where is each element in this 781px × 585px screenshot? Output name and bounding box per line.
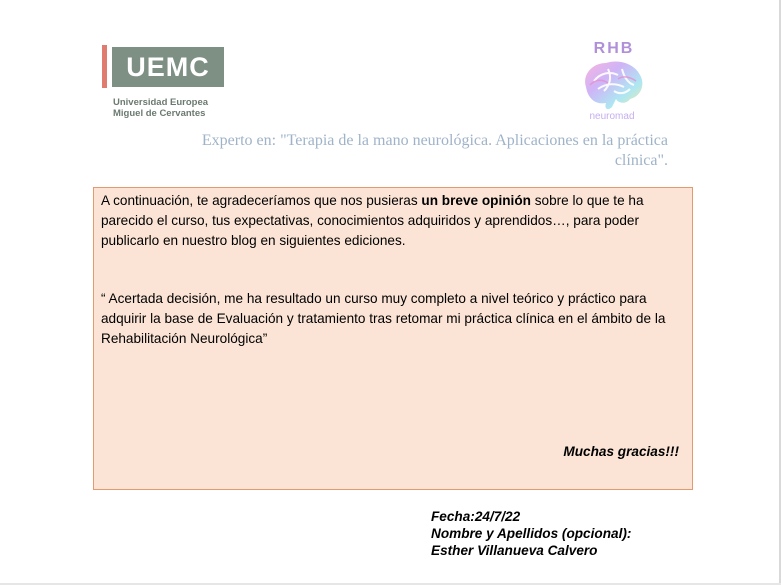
uemc-logo-subtitle xyxy=(113,97,233,119)
uemc-logo-mark: UEMC xyxy=(112,47,224,87)
signature-date: Fecha:24/7/22 xyxy=(431,509,521,524)
signature-block xyxy=(431,508,731,559)
uemc-subtitle-line2: Miguel de Cervantes xyxy=(113,108,206,119)
course-heading-line1: Experto en: "Terapia de la mano neurológica. Aplicaciones en la práctica xyxy=(201,132,668,149)
signature-name-value: Esther Villanueva Calvero xyxy=(431,543,598,558)
brain-icon xyxy=(578,57,646,115)
rhb-logo-mark: RHB xyxy=(593,40,635,57)
uemc-logo-accent-bar xyxy=(102,45,107,88)
course-heading xyxy=(150,131,668,171)
uemc-logo xyxy=(102,45,227,121)
uemc-subtitle-line1: Universidad Europea xyxy=(113,97,209,108)
thanks-text: Muchas gracias!!! xyxy=(563,444,679,459)
opinion-box xyxy=(93,187,693,490)
signature-name-label: Nombre y Apellidos (opcional): xyxy=(431,526,632,541)
rhb-logo-subtitle: neuromad xyxy=(589,111,635,122)
opinion-request-text xyxy=(101,191,687,251)
intro-text-start: A continuación, te agradeceríamos que nos pusieras xyxy=(101,193,422,208)
intro-text-bold: un breve opinión xyxy=(421,193,531,208)
intro-text-end: sobre lo que te ha parecido el curso, tus expectativas, conocimientos adquiridos y aprendidos…, para poder publicarlo en nuestro blog en siguientes ediciones. xyxy=(101,193,644,248)
course-heading-line2: clínica". xyxy=(614,152,668,169)
testimonial-text: “ Acertada decisión, me ha resultado un curso muy completo a nivel teórico y práctico para adquirir la base de Evaluación y tratamiento tras retomar mi práctica clínica en el ámbito de la Rehabilitación Neurológica” xyxy=(101,291,666,346)
rhb-neuromad-logo xyxy=(576,40,648,126)
